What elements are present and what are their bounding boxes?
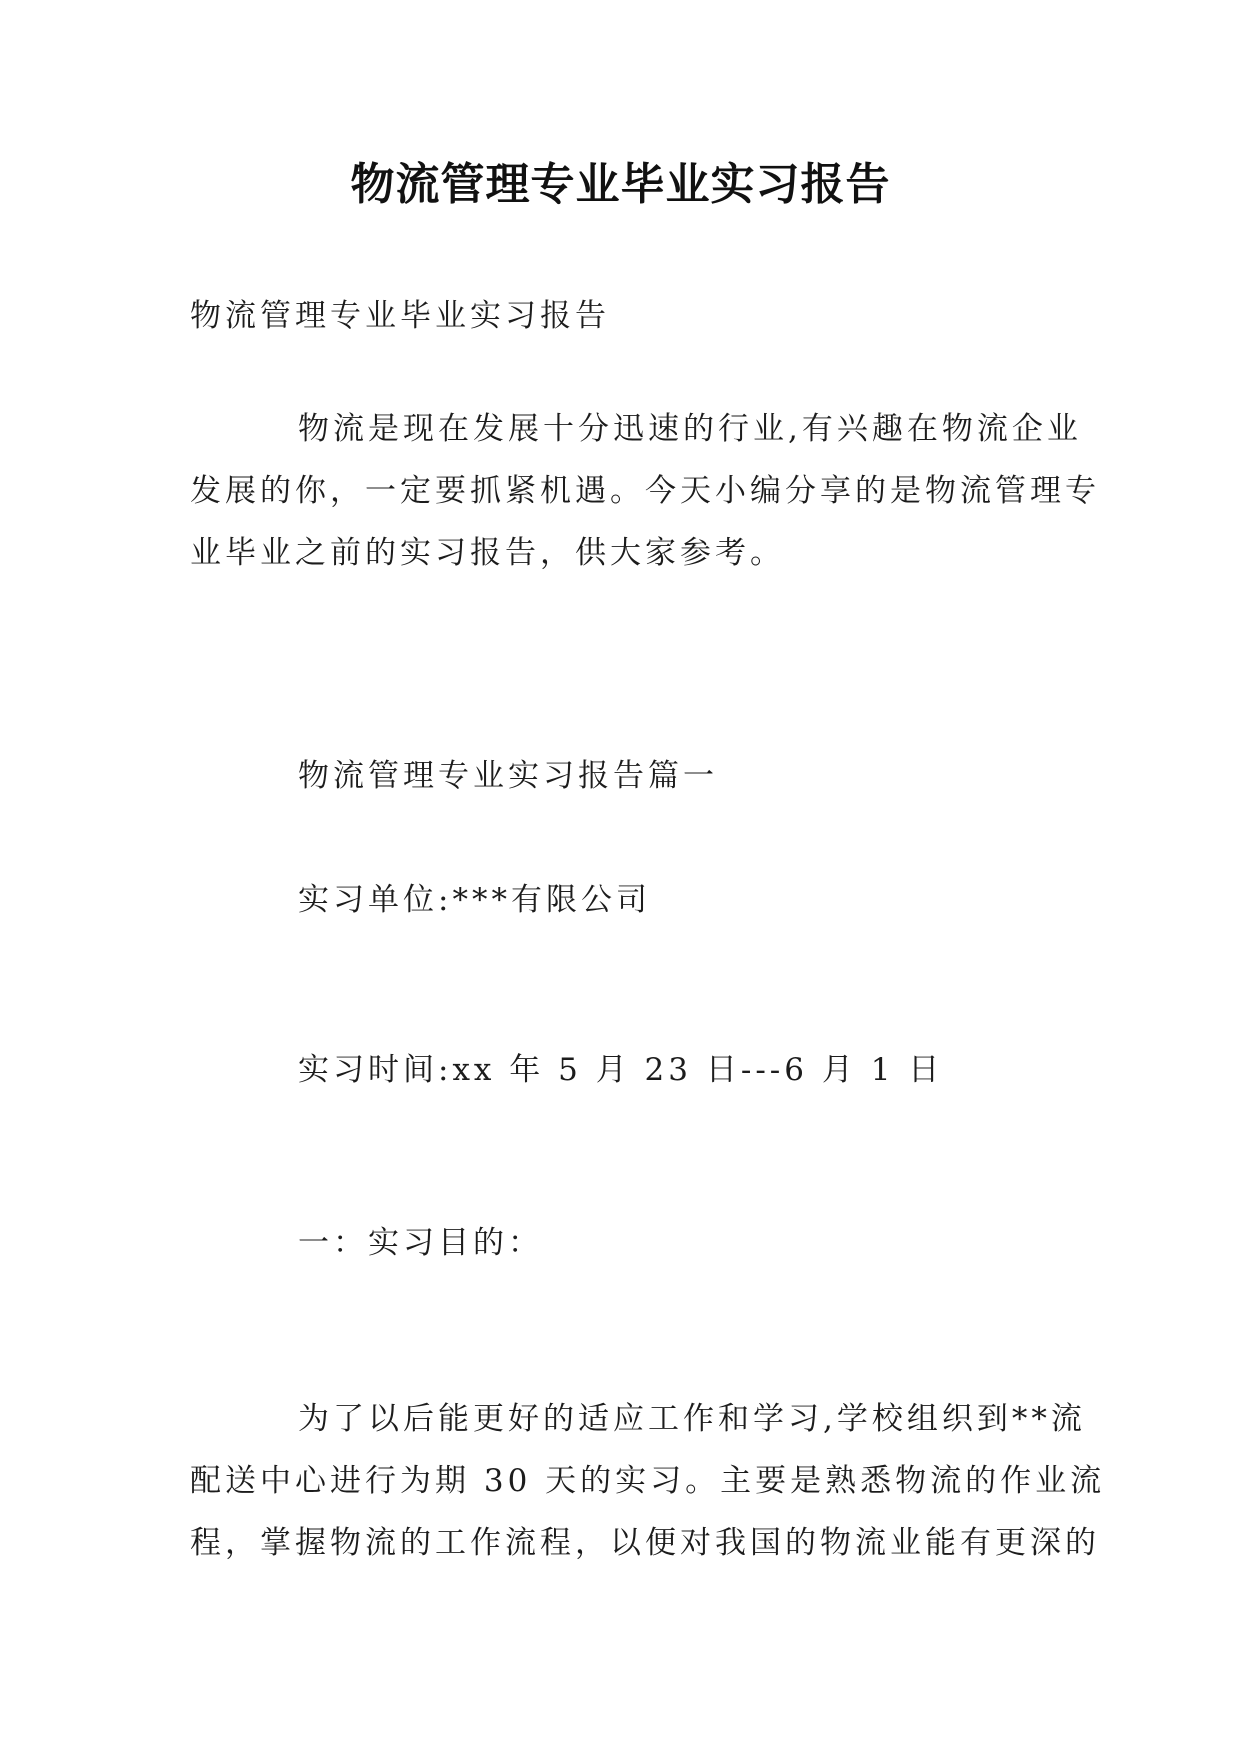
purpose-line: 配送中心进行为期 30 天的实习。主要是熟悉物流的作业流 xyxy=(190,1463,1106,1499)
purpose-heading: 一：实习目的： xyxy=(298,1225,543,1261)
document-subtitle: 物流管理专业毕业实习报告 xyxy=(190,298,610,334)
intro-line: 业毕业之前的实习报告，供大家参考。 xyxy=(190,535,785,571)
intro-line: 发展的你，一定要抓紧机遇。今天小编分享的是物流管理专 xyxy=(190,473,1100,509)
purpose-paragraph xyxy=(190,1388,1106,1574)
document-title: 物流管理专业毕业实习报告 xyxy=(350,159,891,210)
intro-paragraph xyxy=(190,398,1100,584)
section-heading: 物流管理专业实习报告篇一 xyxy=(298,758,718,794)
purpose-line: 程，掌握物流的工作流程，以便对我国的物流业能有更深的 xyxy=(190,1525,1100,1561)
internship-unit: 实习单位:***有限公司 xyxy=(298,882,651,918)
intro-line: 物流是现在发展十分迅速的行业,有兴趣在物流企业 xyxy=(298,411,1082,447)
internship-time: 实习时间:xx 年 5 月 23 日---6 月 1 日 xyxy=(298,1052,944,1088)
purpose-line: 为了以后能更好的适应工作和学习,学校组织到**流 xyxy=(298,1401,1086,1437)
